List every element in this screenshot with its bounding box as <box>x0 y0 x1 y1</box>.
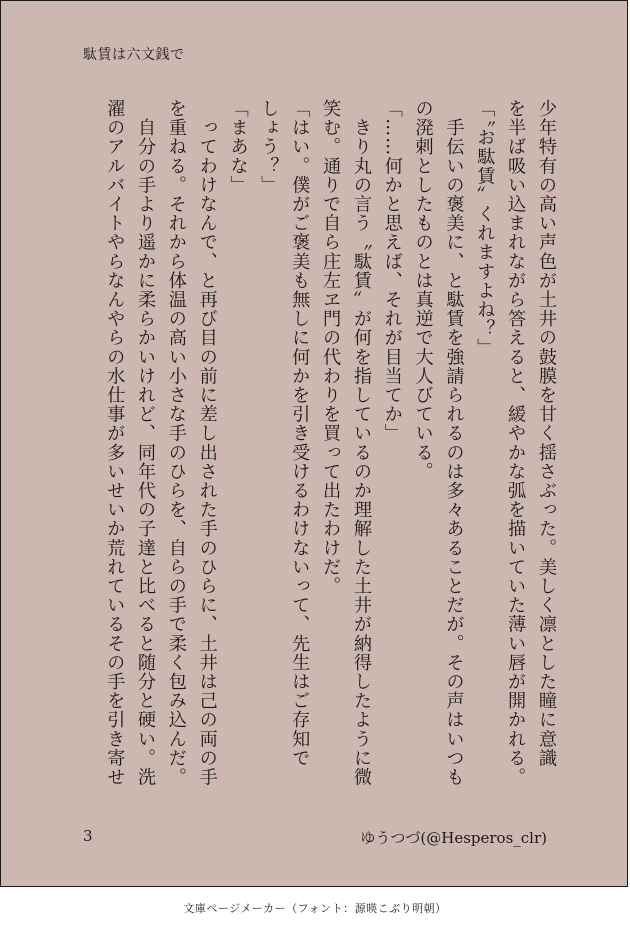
text-line: 「……何かと思えば、それが目当てか」 <box>381 99 403 443</box>
text-line: きり丸の言う〝駄賃〟が何を指しているのか理解した土井が納得したように微 <box>350 99 372 787</box>
text-line: の溌剌としたものとは真逆で大人びている。 <box>412 99 434 481</box>
running-title: 駄賃は六文銭で <box>83 47 185 63</box>
text-line: 手伝いの褒美に、と駄賃を強請られるのは多々あることだが。その声はいつも <box>443 99 465 787</box>
text-line: しょう？」 <box>258 99 280 195</box>
page-number: 3 <box>83 827 93 845</box>
text-line: 自分の手より遥かに柔らかいけれど、同年代の子達と比べると随分と硬い。洗 <box>135 99 157 787</box>
text-line: 「〝お駄賃〟くれますよね？」 <box>474 99 496 358</box>
text-line: を重ねる。それから体温の高い小さな手のひらを、自らの手で柔く包み込んだ。 <box>165 99 187 787</box>
text-line: を半ば吸い込まれながら答えると、緩やかな弧を描いていた薄い唇が開かれる。 <box>505 99 527 787</box>
text-line: 濯のアルバイトやらなんやらの水仕事が多いせいか荒れているその手を引き寄せ <box>104 99 126 787</box>
text-line: 「はい。僕がご褒美も無しに何かを引き受けるわけないって、先生はご存知で <box>289 99 311 768</box>
text-line: 少年特有の高い声色が土井の鼓膜を甘く揺さぶった。美しく凛とした瞳に意識 <box>536 99 557 768</box>
text-line: ってわけなんで、と再び目の前に差し出された手のひらに、土井は己の両の手 <box>196 99 218 787</box>
author-credit: ゆうつづ(@Hesperos_clr) <box>360 829 547 847</box>
vertical-body-text <box>59 99 561 811</box>
text-line: 笑む。通りで自ら庄左ヱ門の代わりを買って出たわけだ。 <box>320 99 342 596</box>
text-line: 「まあな」 <box>227 99 249 195</box>
generator-credit: 文庫ページメーカー（フォント：源暎こぶり明朝） <box>183 902 447 915</box>
